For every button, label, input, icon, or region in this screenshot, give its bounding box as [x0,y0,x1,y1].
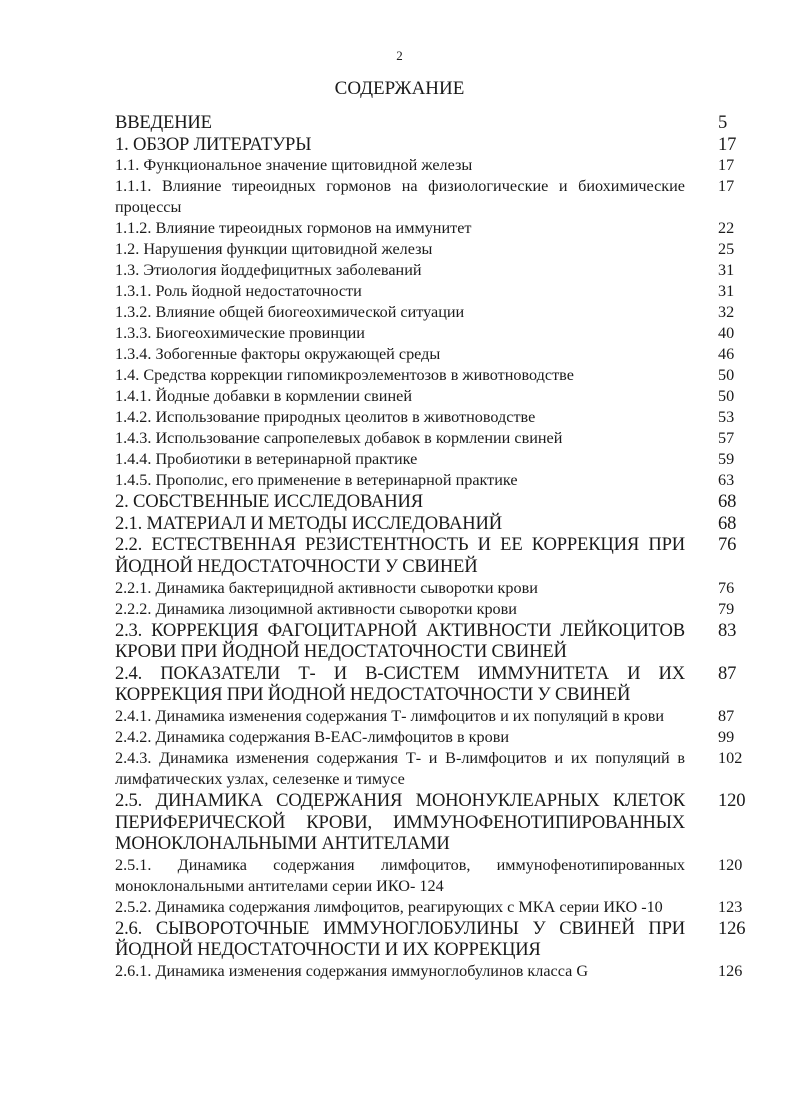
toc-entry-title: ВВЕДЕНИЕ [115,112,212,133]
toc-entry [115,365,750,386]
toc-entry-page: 59 [718,450,735,469]
toc-entry-page: 31 [718,261,735,280]
toc-entry-page: 17 [718,177,735,196]
toc-entry [115,428,750,449]
page-title: СОДЕРЖАНИЕ [334,78,465,99]
toc-entry-page: 25 [718,240,735,259]
toc-entry-title: 2.4. ПОКАЗАТЕЛИ Т- И В-СИСТЕМ ИММУНИТЕТА И ИХ КОРРЕКЦИЯ ПРИ ЙОДНОЙ НЕДОСТАТОЧНОСТИ У СВИНЕЙ [115,662,685,706]
toc-entry-title: 2.6.1. Динамика изменения содержания иммуноглобулинов класса G [115,961,589,980]
toc-entry-page: 87 [718,662,737,684]
toc-entry [115,260,750,281]
toc-entry-title: 1.2. Нарушения функции щитовидной железы [115,240,433,259]
toc-entry-title: 2.3. КОРРЕКЦИЯ ФАГОЦИТАРНОЙ АКТИВНОСТИ ЛЕЙКОЦИТОВ КРОВИ ПРИ ЙОДНОЙ НЕДОСТАТОЧНОСТИ СВИНЕЙ [115,619,685,663]
toc-entry-page: 5 [718,112,728,133]
toc-entry-page: 17 [718,133,737,155]
toc-entry [115,534,750,577]
toc-entry-page: 83 [718,619,737,641]
toc-entry-page: 123 [718,897,743,916]
toc-entry [115,748,750,790]
toc-entry-page: 68 [718,512,737,534]
toc-entry-title: 2.2. ЕСТЕСТВЕННАЯ РЕЗИСТЕНТНОСТЬ И ЕЕ КОРРЕКЦИЯ ПРИ ЙОДНОЙ НЕДОСТАТОЧНОСТИ У СВИНЕЙ [115,534,685,577]
toc-entry [115,239,750,260]
toc-entry-title: 1.3. Этиология йоддефицитных заболеваний [115,261,422,280]
toc-entry-page: 79 [718,599,735,618]
toc-entry-page: 68 [718,491,737,513]
toc-entry [115,727,750,748]
toc-entry [115,281,750,302]
toc-entry [115,663,750,706]
toc-entry-title: 1.3.4. Зобогенные факторы окружающей среды [115,345,441,364]
toc-entry-title: 2.4.1. Динамика изменения содержания Т- лимфоцитов и их популяций в крови [115,706,664,725]
toc-entry-title: 2.6. СЫВОРОТОЧНЫЕ ИММУНОГЛОБУЛИНЫ У СВИНЕЙ ПРИ ЙОДНОЙ НЕДОСТАТОЧНОСТИ И ИХ КОРРЕКЦИЯ [115,917,685,961]
toc-entry [115,112,750,134]
toc-entry [115,449,750,470]
toc-entry [115,302,750,323]
toc-entry-title: 2.4.2. Динамика содержания В-ЕАС-лимфоцитов в крови [115,727,510,746]
toc-entry [115,706,750,727]
toc-entry-page: 53 [718,408,735,427]
toc-entry-title: 1.3.3. Биогеохимические провинции [115,324,365,343]
toc-entry-page: 57 [718,429,735,448]
toc-entry-page: 120 [718,855,743,874]
toc-entry [115,513,750,535]
toc-entry [115,176,750,218]
toc-entry-title: 2.5.2. Динамика содержания лимфоцитов, реагирующих с МКА серии ИКО -10 [115,897,663,916]
toc-entry [115,918,750,961]
toc-entry-title: 1. ОБЗОР ЛИТЕРАТУРЫ [115,133,312,155]
toc-entry-page: 120 [718,789,746,811]
toc-entry-title: 1.1.2. Влияние тиреоидных гормонов на иммунитет [115,219,472,238]
toc-entry-page: 126 [718,917,746,939]
toc-entry-page: 40 [718,324,735,343]
toc-entry-title: 2.1. МАТЕРИАЛ И МЕТОДЫ ИССЛЕДОВАНИЙ [115,512,502,534]
toc-entry [115,790,750,855]
toc-entry [115,855,750,897]
toc-entry-title: 1.4.1. Йодные добавки в кормлении свиней [115,387,412,406]
toc-entry [115,620,750,663]
toc-entry-title: 2.2.2. Динамика лизоцимной активности сыворотки крови [115,599,517,618]
toc-entry [115,961,750,982]
toc-entry-title: 1.4.4. Пробиотики в ветеринарной практике [115,450,418,469]
toc-entry [115,155,750,176]
toc-entry-title: 1.1.1. Влияние тиреоидных гормонов на физиологические и биохимические процессы [115,177,685,217]
toc-entry-page: 32 [718,303,735,322]
page-number: 2 [396,48,403,63]
toc-entry-page: 87 [718,706,735,725]
toc-entry-title: 1.3.2. Влияние общей биогеохимической ситуации [115,303,465,322]
toc-entry [115,897,750,918]
toc-entry-title: 2.5. ДИНАМИКА СОДЕРЖАНИЯ МОНОНУКЛЕАРНЫХ КЛЕТОК ПЕРИФЕРИЧЕСКОЙ КРОВИ, ИММУНОФЕНОТИПИРОВАННЫХ МОНОКЛОНАЛЬНЫМИ АНТИТЕЛАМИ [115,789,685,855]
toc-entry-page: 50 [718,366,735,385]
toc-entry-title: 1.3.1. Роль йодной недостаточности [115,282,362,301]
toc-entry-page: 99 [718,727,735,746]
toc-entry [115,344,750,365]
toc-entry [115,386,750,407]
toc-entry-title: 1.4.5. Прополис, его применение в ветеринарной практике [115,471,518,490]
toc-entry-title: 1.1. Функциональное значение щитовидной железы [115,156,473,175]
toc-entry-page: 50 [718,387,735,406]
toc-entry-title: 1.4. Средства коррекции гипомикроэлементозов в животноводстве [115,366,574,385]
toc-entry-page: 22 [718,219,735,238]
toc-entry-title: 2.5.1. Динамика содержания лимфоцитов, иммунофенотипированных моноклональными антителами серии ИКО- 124 [115,855,685,895]
toc-entry-page: 63 [718,471,735,490]
toc-entry [115,470,750,491]
toc-entry-page: 31 [718,282,735,301]
toc-entry [115,134,750,156]
toc-entry [115,407,750,428]
toc-entry [115,599,750,620]
toc-entry [115,491,750,513]
toc-entry-page: 102 [718,748,743,767]
toc-entry-page: 17 [718,156,735,175]
table-of-contents [115,112,750,982]
toc-entry-title: 1.4.3. Использование сапропелевых добавок в кормлении свиней [115,429,563,448]
toc-entry-page: 76 [718,578,735,597]
toc-entry-page: 126 [718,961,743,980]
toc-entry-page: 76 [718,534,737,556]
toc-entry-title: 2.2.1. Динамика бактерицидной активности сыворотки крови [115,578,538,597]
toc-entry [115,323,750,344]
toc-entry-title: 1.4.2. Использование природных цеолитов в животноводстве [115,408,536,427]
toc-entry-title: 2. СОБСТВЕННЫЕ ИССЛЕДОВАНИЯ [115,491,423,513]
toc-entry [115,218,750,239]
toc-entry-page: 46 [718,345,735,364]
toc-entry-title: 2.4.3. Динамика изменения содержания Т- и В-лимфоцитов и их популяций в лимфатических узлах, селезенке и тимусе [115,748,685,788]
toc-entry [115,578,750,599]
